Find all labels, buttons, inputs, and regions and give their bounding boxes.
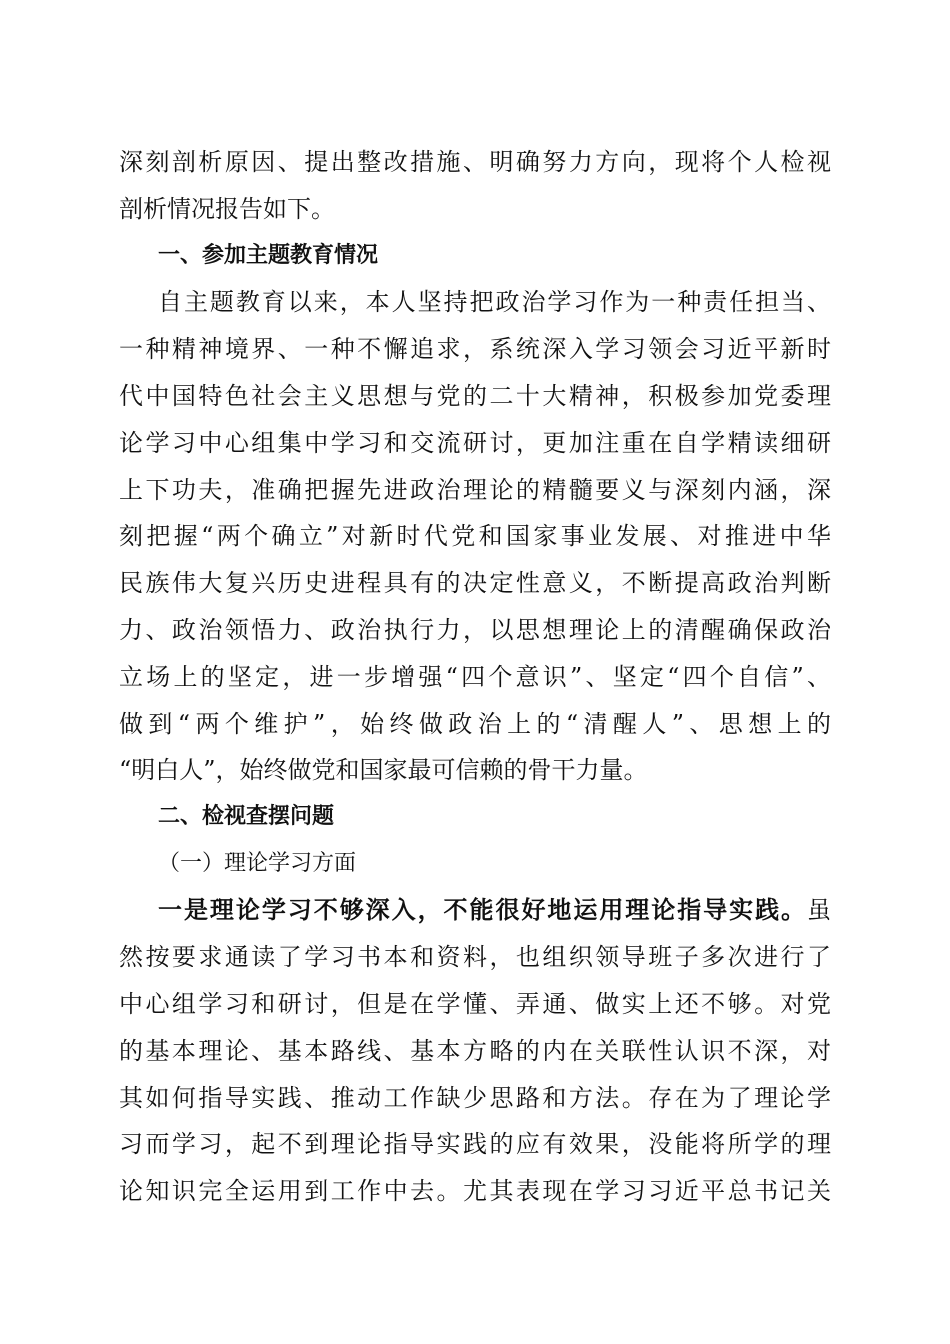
section-2-line: 习而学习，起不到理论指导实践的应有效果，没能将所学的理 <box>119 1130 831 1158</box>
point-1-title: 一是理论学习不够深入，不能很好地运用理论指导实践。 <box>158 896 807 924</box>
section-2-line: 论知识完全运用到工作中去。尤其表现在学习习近平总书记关 <box>119 1177 831 1205</box>
section-1-line: 刻把握“两个确立”对新时代党和国家事业发展、对推进中华 <box>119 522 831 550</box>
section-2-line: 的基本理论、基本路线、基本方略的内在关联性认识不深，对 <box>119 1037 831 1065</box>
section-1-line: 做到“两个维护”，始终做政治上的“清醒人”、思想上的 <box>119 710 831 738</box>
section-1-line: 力、政治领悟力、政治执行力，以思想理论上的清醒确保政治 <box>119 616 831 644</box>
section-2-subheading: （一）理论学习方面 <box>158 851 357 876</box>
section-2-line: 然按要求通读了学习书本和资料，也组织领导班子多次进行了 <box>119 943 831 971</box>
section-1-line: 民族伟大复兴历史进程具有的决定性意义，不断提高政治判断 <box>119 569 831 597</box>
section-1-line: 代中国特色社会主义思想与党的二十大精神，积极参加党委理 <box>119 382 831 410</box>
section-2-line: 其如何指导实践、推动工作缺少思路和方法。存在为了理论学 <box>119 1084 831 1112</box>
point-1-text: 虽 <box>807 896 831 924</box>
section-1-line: 上下功夫，准确把握先进政治理论的精髓要义与深刻内涵，深 <box>119 476 831 504</box>
section-1-line: 立场上的坚定，进一步增强“四个意识”、坚定“四个自信”、 <box>119 663 831 691</box>
section-1-line: 论学习中心组集中学习和交流研讨，更加注重在自学精读细研 <box>119 429 831 457</box>
intro-line-2: 剖析情况报告如下。 <box>119 195 335 223</box>
intro-line-1: 深刻剖析原因、提出整改措施、明确努力方向，现将个人检视 <box>119 148 831 176</box>
section-1-heading: 一、参加主题教育情况 <box>158 243 379 268</box>
section-1-line: 一种精神境界、一种不懈追求，系统深入学习领会习近平新时 <box>119 335 831 363</box>
section-1-line: “明白人”，始终做党和国家最可信赖的骨干力量。 <box>119 756 648 784</box>
section-1-line: 自主题教育以来，本人坚持把政治学习作为一种责任担当、 <box>158 288 831 316</box>
section-2-point-1-line <box>119 890 831 930</box>
section-2-line: 中心组学习和研讨，但是在学懂、弄通、做实上还不够。对党 <box>119 990 831 1018</box>
section-2-heading: 二、检视查摆问题 <box>158 804 335 829</box>
